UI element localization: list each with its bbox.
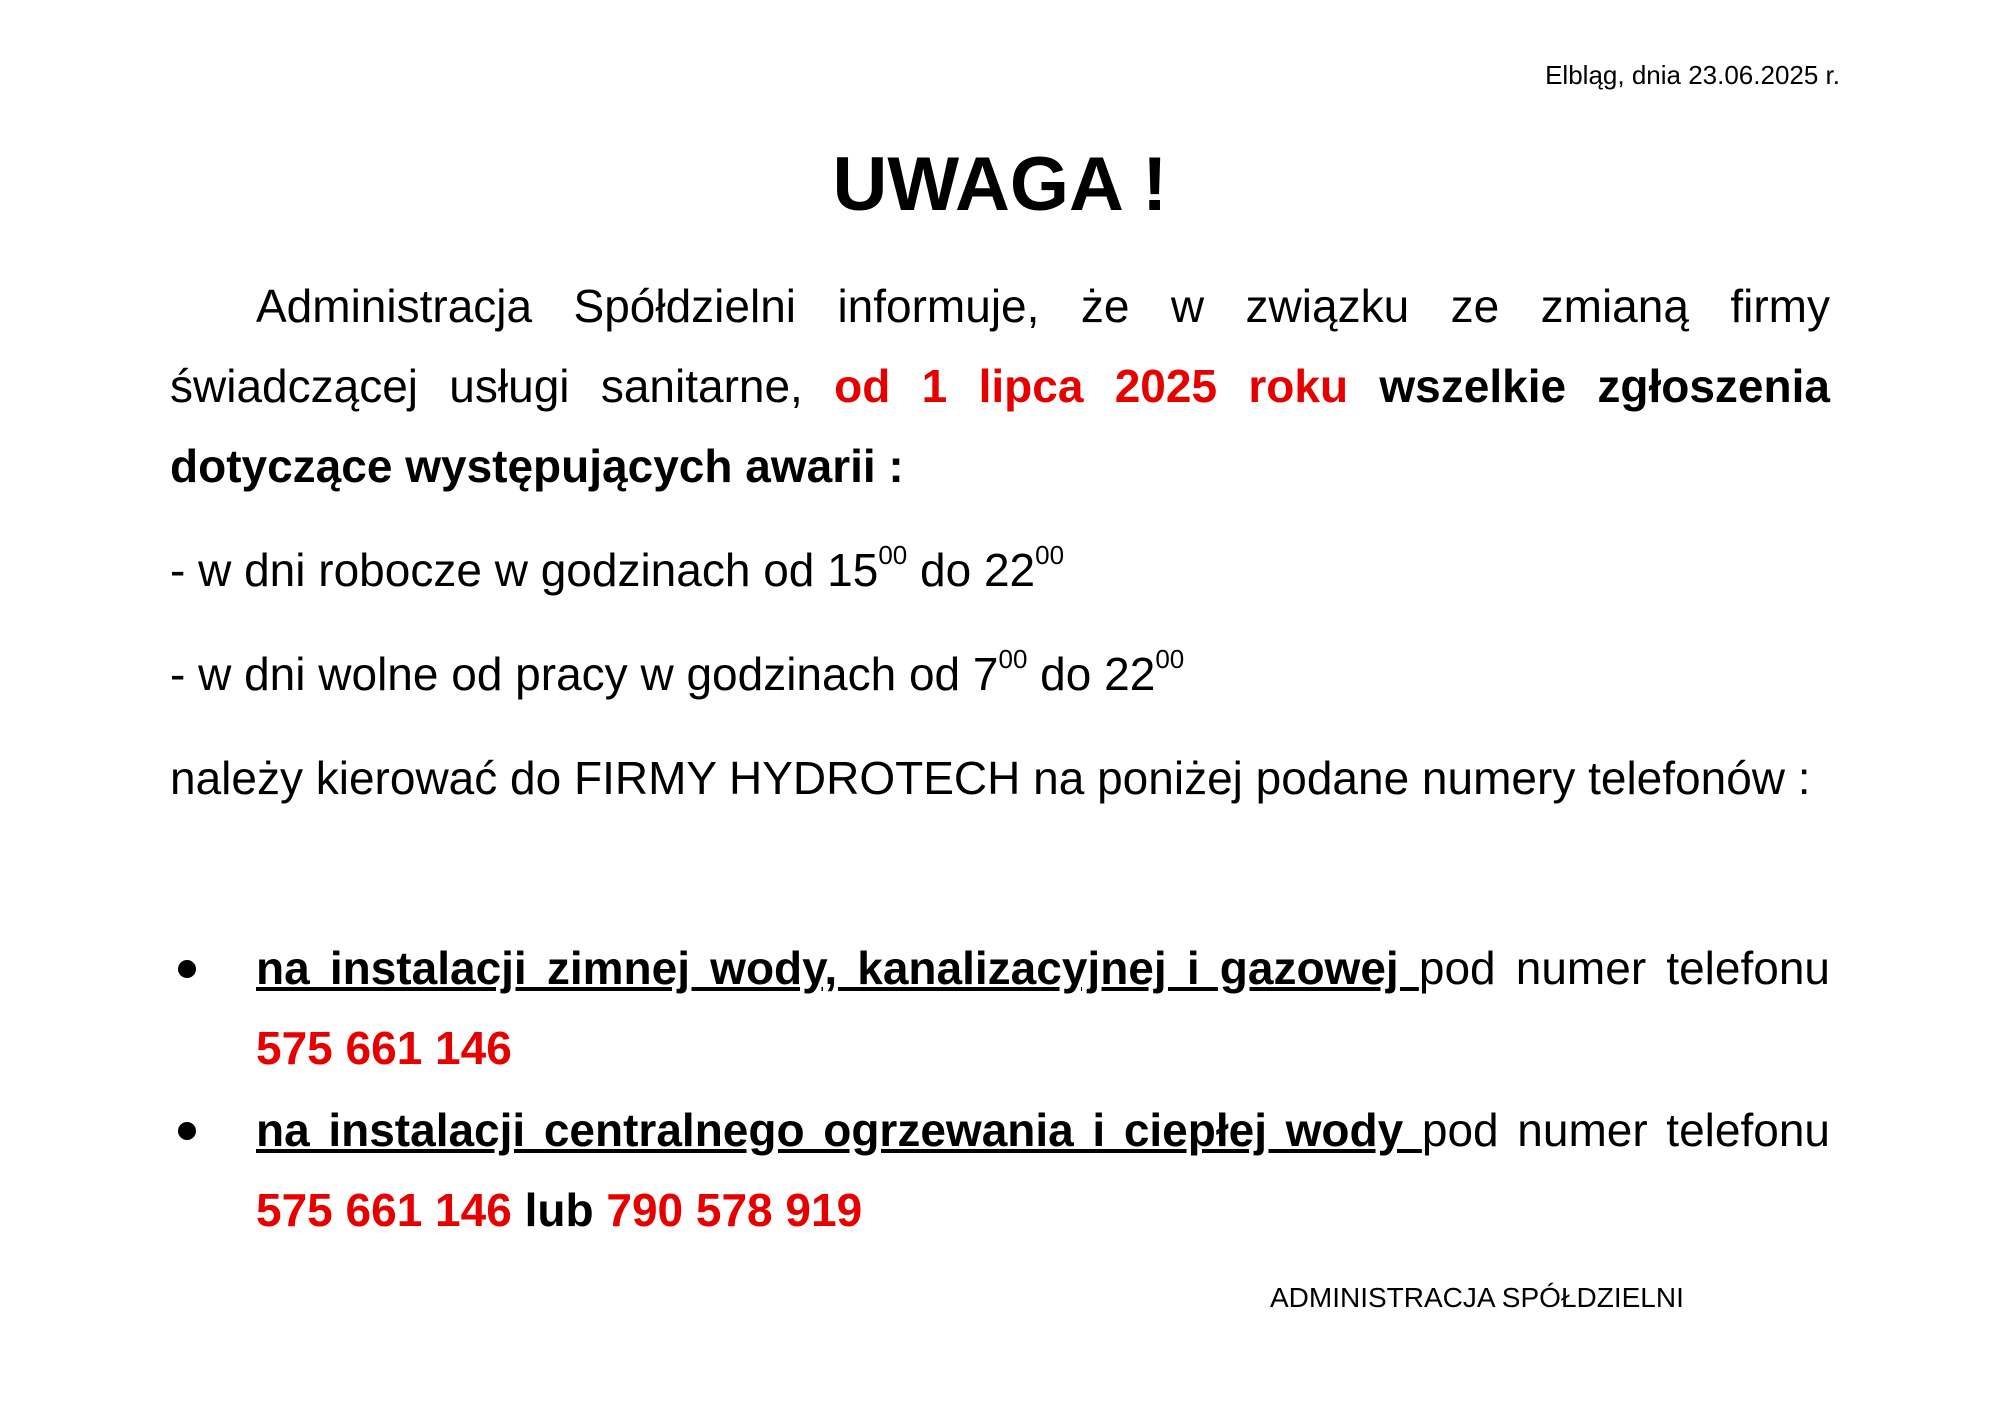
intro-paragraph [170, 266, 1830, 506]
signature: ADMINISTRACJA SPÓŁDZIELNI [1270, 1282, 1684, 1313]
bullet-icon [178, 1122, 196, 1140]
weekday-hours [170, 530, 1830, 610]
weekend-hours-end-minutes: 00 [1155, 644, 1185, 674]
weekday-hours-end-minutes: 00 [1035, 540, 1065, 570]
weekend-hours-prefix: - w dni wolne od pracy w godzinach od 7 [170, 648, 999, 700]
contact-scope: na instalacji centralnego ogrzewania i ciepłej wody [256, 1104, 1422, 1156]
intro-text: Administracja Spółdzielni informuje, że w związku ze zmianą firmy świadczącej usługi sanitarne, [170, 280, 1830, 412]
phone-number: 575 661 146 [256, 1022, 512, 1074]
weekend-hours [170, 634, 1830, 714]
contact-list-item [170, 928, 1830, 1088]
bullet-icon [178, 960, 196, 978]
contact-scope: na instalacji zimnej wody, kanalizacyjnej i gazowej [256, 942, 1419, 994]
intro-bold-text: wszelkie zgłoszenia dotyczące występujących awarii : [170, 360, 1830, 492]
weekday-hours-middle: do 22 [907, 544, 1036, 596]
weekday-hours-start-minutes: 00 [878, 540, 908, 570]
redirect-paragraph: należy kierować do FIRMY HYDROTECH na poniżej podane numery telefonów : [170, 752, 1811, 804]
contact-label: pod numer telefonu [1418, 942, 1831, 994]
contact-list-item [170, 1090, 1830, 1250]
phone-connector: lub [511, 1184, 607, 1236]
weekend-hours-middle: do 22 [1027, 648, 1156, 700]
weekday-hours-prefix: - w dni robocze w godzinach od 15 [170, 544, 879, 596]
phone-number-alt: 790 578 919 [606, 1184, 863, 1236]
page-title: UWAGA ! [832, 142, 1168, 227]
weekend-hours-start-minutes: 00 [998, 644, 1028, 674]
contact-label: pod numer telefonu [1421, 1104, 1831, 1156]
effective-date: od 1 lipca 2025 roku [834, 360, 1349, 412]
phone-number: 575 661 146 [256, 1184, 512, 1236]
date-line: Elbląg, dnia 23.06.2025 r. [1545, 60, 1840, 90]
